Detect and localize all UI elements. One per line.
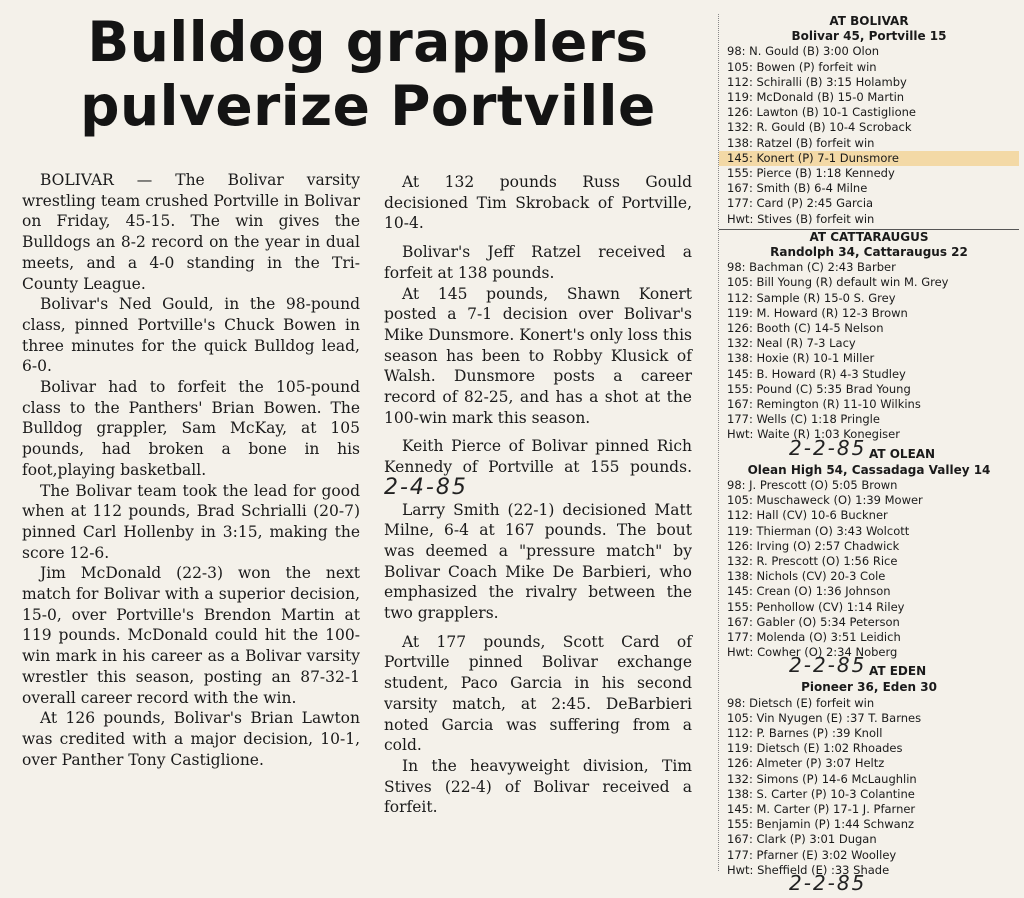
section-title: AT BOLIVAR bbox=[829, 14, 909, 28]
result-row: 145: M. Carter (P) 17-1 J. Pfarner bbox=[727, 801, 916, 816]
result-row: 98: Bachman (C) 2:43 Barber bbox=[727, 260, 896, 275]
result-row: 155: Pound (C) 5:35 Brad Young bbox=[727, 381, 911, 396]
result-row: 138: Hoxie (R) 10-1 Miller bbox=[727, 351, 875, 366]
result-row: 155: Pierce (B) 1:18 Kennedy bbox=[727, 166, 895, 181]
results-list-olean bbox=[719, 478, 1019, 660]
result-row: Hwt: Waite (R) 1:03 Konegiser bbox=[727, 427, 900, 442]
result-row: 145: B. Howard (R) 4-3 Studley bbox=[727, 366, 906, 381]
result-row: 126: Lawton (B) 10-1 Castiglione bbox=[727, 105, 916, 120]
result-row: 167: Remington (R) 11-10 Wilkins bbox=[727, 397, 921, 412]
results-list-eden bbox=[719, 696, 1019, 878]
results-sidebar bbox=[718, 14, 1019, 895]
result-row: 98: N. Gould (B) 3:00 Olon bbox=[727, 44, 880, 59]
result-row: Hwt: Stives (B) forfeit win bbox=[727, 211, 875, 226]
results-list-bolivar bbox=[719, 44, 1019, 226]
result-row: 132: Neal (R) 7-3 Lacy bbox=[727, 336, 856, 351]
section-footer bbox=[719, 870, 1019, 898]
section-header-olean bbox=[719, 435, 1019, 463]
paragraph: At 145 pounds, Shawn Konert posted a 7-1 decision over Bolivar's Mike Dunsmore. Konert's only loss this season has been to Robby Klusick of Walsh. Dunsmore posts a career record of 82-25, and has a shot at the 100-win mark this season. bbox=[384, 284, 692, 427]
paragraph: Jim McDonald (22-3) won the next match for Bolivar with a superior decision, 15-0, over Portville's Brendon Martin at 119 pounds. McDonald could hit the 100-win mark in his career as a Bolivar varsity wrestler this season, posting an 87-32-1 overall career record with the win. bbox=[22, 564, 360, 707]
section-score: Pioneer 36, Eden 30 bbox=[801, 680, 937, 695]
result-row: 126: Almeter (P) 3:07 Heltz bbox=[727, 756, 885, 771]
handwritten-date: 2-2-85 bbox=[789, 435, 867, 460]
section-score: Randolph 34, Cattaraugus 22 bbox=[770, 245, 968, 260]
result-row: 167: Clark (P) 3:01 Dugan bbox=[727, 832, 877, 847]
paragraph: Bolivar had to forfeit the 105-pound class to the Panthers' Brian Bowen. The Bulldog grappler, Sam McKay, at 105 pounds, had broken a bone in his foot,playing basketball. bbox=[22, 378, 360, 479]
headline-line-2: pulverize Portville bbox=[80, 74, 656, 138]
section-score: Olean High 54, Cassadaga Valley 14 bbox=[747, 462, 991, 477]
section-score: Bolivar 45, Portville 15 bbox=[791, 29, 947, 44]
result-row: 155: Penhollow (CV) 1:14 Riley bbox=[727, 599, 905, 614]
result-row: 177: Card (P) 2:45 Garcia bbox=[727, 196, 874, 211]
result-row: 119: Thierman (O) 3:43 Wolcott bbox=[727, 523, 910, 538]
result-row: 155: Benjamin (P) 1:44 Schwanz bbox=[727, 817, 915, 832]
paragraph: Bolivar's Ned Gould, in the 98-pound class, pinned Portville's Chuck Bowen in three minutes for the quick Bulldog lead, 6-0. bbox=[22, 295, 360, 376]
result-row: 126: Booth (C) 14-5 Nelson bbox=[727, 321, 884, 336]
results-list-cattaraugus bbox=[719, 260, 1019, 442]
result-row: 105: Vin Nyugen (E) :37 T. Barnes bbox=[727, 710, 922, 725]
result-row: 105: Bowen (P) forfeit win bbox=[727, 59, 877, 74]
result-row: Hwt: Sheffield (E) :33 Shade bbox=[727, 862, 890, 877]
paragraph bbox=[384, 436, 692, 499]
paragraph: At 126 pounds, Bolivar's Brian Lawton was credited with a major decision, 10-1, over Panther Tony Castiglione. bbox=[22, 709, 360, 769]
result-row: 167: Gabler (O) 5:34 Peterson bbox=[727, 614, 900, 629]
result-row: 98: Dietsch (E) forfeit win bbox=[727, 695, 875, 710]
result-row: 112: Hall (CV) 10-6 Buckner bbox=[727, 508, 888, 523]
handwritten-date: 2-4-85 bbox=[384, 474, 468, 500]
result-row: 112: Schiralli (B) 3:15 Holamby bbox=[727, 74, 907, 89]
paragraph-text: Keith Pierce of Bolivar pinned Rich Kennedy of Portville at 155 pounds. bbox=[384, 437, 692, 477]
result-row: 119: M. Howard (R) 12-3 Brown bbox=[727, 305, 908, 320]
result-row: 177: Molenda (O) 3:51 Leidich bbox=[727, 629, 901, 644]
result-row: 138: Nichols (CV) 20-3 Cole bbox=[727, 569, 886, 584]
paragraph: Larry Smith (22-1) decisioned Matt Milne, 6-4 at 167 pounds. The bout was deemed a "pressure match" by Bolivar Coach Mike De Barbieri, who emphasized the rivalry between the two grapplers. bbox=[384, 500, 692, 623]
result-row: 138: S. Carter (P) 10-3 Colantine bbox=[727, 786, 915, 801]
section-title: AT CATTARAUGUS bbox=[719, 229, 1019, 245]
paragraph: BOLIVAR — The Bolivar varsity wrestling team crushed Portville in Bolivar on Friday, 45-15. The win gives the Bulldogs an 8-2 record on the year in dual meets, and a 4-0 standing in the Tri-County League. bbox=[22, 171, 360, 293]
result-row: Hwt: Cowher (O) 2:34 Noberg bbox=[727, 645, 898, 660]
article-column-2 bbox=[384, 172, 692, 818]
headline bbox=[28, 10, 708, 138]
result-row: 177: Pfarner (E) 3:02 Woolley bbox=[727, 847, 897, 862]
handwritten-date: 2-2-85 bbox=[789, 870, 867, 895]
result-row: 138: Ratzel (B) forfeit win bbox=[727, 135, 875, 150]
section-title: AT OLEAN bbox=[869, 446, 936, 461]
result-row: 119: Dietsch (E) 1:02 Rhoades bbox=[727, 741, 903, 756]
paragraph: At 177 pounds, Scott Card of Portville pinned Bolivar exchange student, Paco Garcia in his second varsity match, at 2:45. DeBarbieri noted Garcia was suffering from a cold. bbox=[384, 632, 692, 755]
paragraph: At 132 pounds Russ Gould decisioned Tim Skroback of Portville, 10-4. bbox=[384, 173, 692, 233]
section-title: AT EDEN bbox=[869, 664, 927, 679]
result-row: 105: Bill Young (R) default win M. Grey bbox=[727, 275, 949, 290]
headline-line-1: Bulldog grapplers bbox=[87, 10, 649, 74]
article-column-1 bbox=[22, 170, 360, 770]
result-row: 177: Wells (C) 1:18 Pringle bbox=[727, 412, 880, 427]
result-row: 126: Irving (O) 2:57 Chadwick bbox=[727, 538, 900, 553]
result-row: 98: J. Prescott (O) 5:05 Brown bbox=[727, 477, 898, 492]
result-row: 132: R. Prescott (O) 1:56 Rice bbox=[727, 553, 898, 568]
result-row: 112: Sample (R) 15-0 S. Grey bbox=[727, 290, 896, 305]
paragraph: The Bolivar team took the lead for good when at 112 pounds, Brad Schrialli (20-7) pinned Carl Hollenby in 3:15, making the score 12-6. bbox=[22, 481, 360, 562]
handwritten-date: 2-2-85 bbox=[789, 653, 867, 678]
paragraph: In the heavyweight division, Tim Stives (22-4) of Bolivar received a forfeit. bbox=[384, 756, 692, 817]
paragraph: Bolivar's Jeff Ratzel received a forfeit at 138 pounds. bbox=[384, 243, 692, 282]
result-row: 119: McDonald (B) 15-0 Martin bbox=[727, 90, 905, 105]
result-row: 132: Simons (P) 14-6 McLaughlin bbox=[727, 771, 917, 786]
result-row: 167: Smith (B) 6-4 Milne bbox=[727, 181, 868, 196]
section-header-eden bbox=[719, 653, 1019, 680]
result-row: 105: Muschaweck (O) 1:39 Mower bbox=[727, 493, 923, 508]
result-row: 145: Crean (O) 1:36 Johnson bbox=[727, 584, 891, 599]
result-row: 145: Konert (P) 7-1 Dunsmore bbox=[719, 151, 1019, 166]
result-row: 112: P. Barnes (P) :39 Knoll bbox=[727, 725, 883, 740]
result-row: 132: R. Gould (B) 10-4 Scroback bbox=[727, 120, 912, 135]
